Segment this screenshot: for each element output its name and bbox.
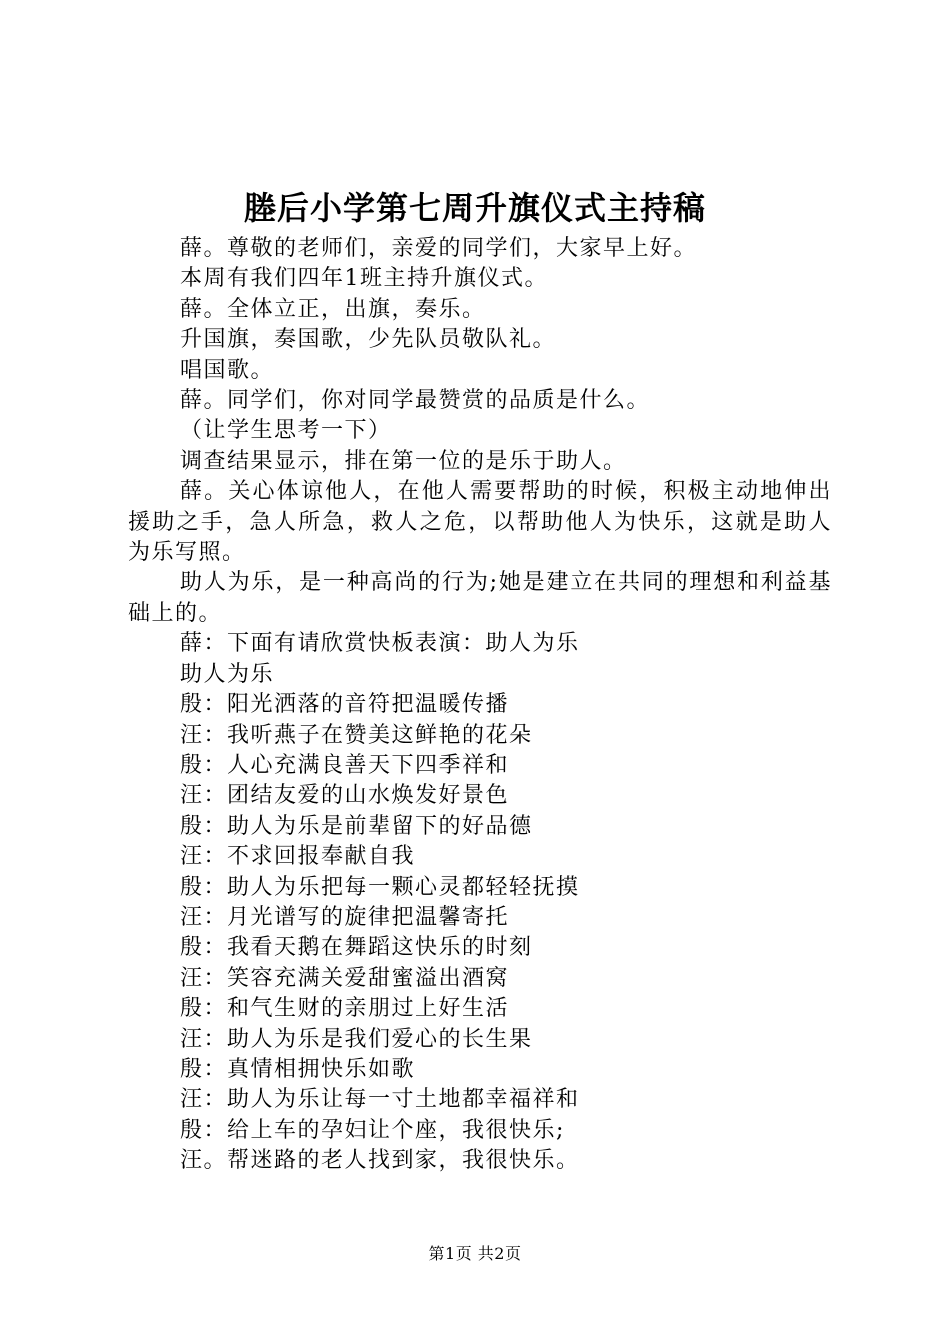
paragraph: 殷：真情相拥快乐如歌 <box>180 1056 416 1082</box>
page-number-footer: 第1页 共2页 <box>428 1244 522 1263</box>
paragraph: 殷：人心充满良善天下四季祥和 <box>180 752 510 778</box>
paragraph: 汪：团结友爱的山水焕发好景色 <box>180 783 510 809</box>
paragraph: 调查结果显示，排在第一位的是乐于助人。 <box>180 448 627 474</box>
paragraph: 汪：月光谱写的旋律把温馨寄托 <box>180 904 510 930</box>
paragraph: 薛：下面有请欣赏快板表演：助人为乐 <box>180 631 580 657</box>
paragraph: 汪：笑容充满关爱甜蜜溢出酒窝 <box>180 965 510 991</box>
paragraph: 本周有我们四年1班主持升旗仪式。 <box>180 266 548 292</box>
paragraph: （让学生思考一下） <box>180 418 392 444</box>
paragraph: 殷：阳光洒落的音符把温暖传播 <box>180 692 510 718</box>
paragraph: 薛。尊敬的老师们，亲爱的同学们，大家早上好。 <box>180 236 698 261</box>
paragraph: 升国旗，奏国歌，少先队员敬队礼。 <box>180 327 557 353</box>
paragraph: 助人为乐，是一种高尚的行为;她是建立在共同的理想和利益基础上的。 <box>128 570 832 626</box>
paragraph: 汪：助人为乐是我们爱心的长生果 <box>180 1026 533 1052</box>
document-title: 塍后小学第七周升旗仪式主持稿 <box>243 189 706 227</box>
paragraph: 薛。关心体谅他人，在他人需要帮助的时候，积极主动地伸出援助之手，急人所急，救人之危，以帮助他人为快乐，这就是助人为乐写照。 <box>128 479 832 566</box>
paragraph: 薛。全体立正，出旗，奏乐。 <box>180 296 486 322</box>
paragraph: 殷：助人为乐是前辈留下的好品德 <box>180 813 533 839</box>
paragraph: 汪。帮迷路的老人找到家，我很快乐。 <box>180 1148 580 1174</box>
paragraph: 汪：不求回报奉献自我 <box>180 844 416 870</box>
paragraph: 殷：我看天鹅在舞蹈这快乐的时刻 <box>180 935 533 961</box>
paragraph: 殷：和气生财的亲朋过上好生活 <box>180 996 510 1022</box>
paragraph: 殷：给上车的孕妇让个座，我很快乐; <box>180 1117 565 1143</box>
document-body <box>128 234 832 1177</box>
paragraph: 汪：我听燕子在赞美这鲜艳的花朵 <box>180 722 533 748</box>
paragraph: 殷：助人为乐把每一颗心灵都轻轻抚摸 <box>180 874 580 900</box>
paragraph: 助人为乐 <box>180 661 275 687</box>
paragraph: 薛。同学们，你对同学最赞赏的品质是什么。 <box>180 388 651 414</box>
paragraph: 唱国歌。 <box>180 357 275 383</box>
paragraph: 汪：助人为乐让每一寸土地都幸福祥和 <box>180 1087 580 1113</box>
